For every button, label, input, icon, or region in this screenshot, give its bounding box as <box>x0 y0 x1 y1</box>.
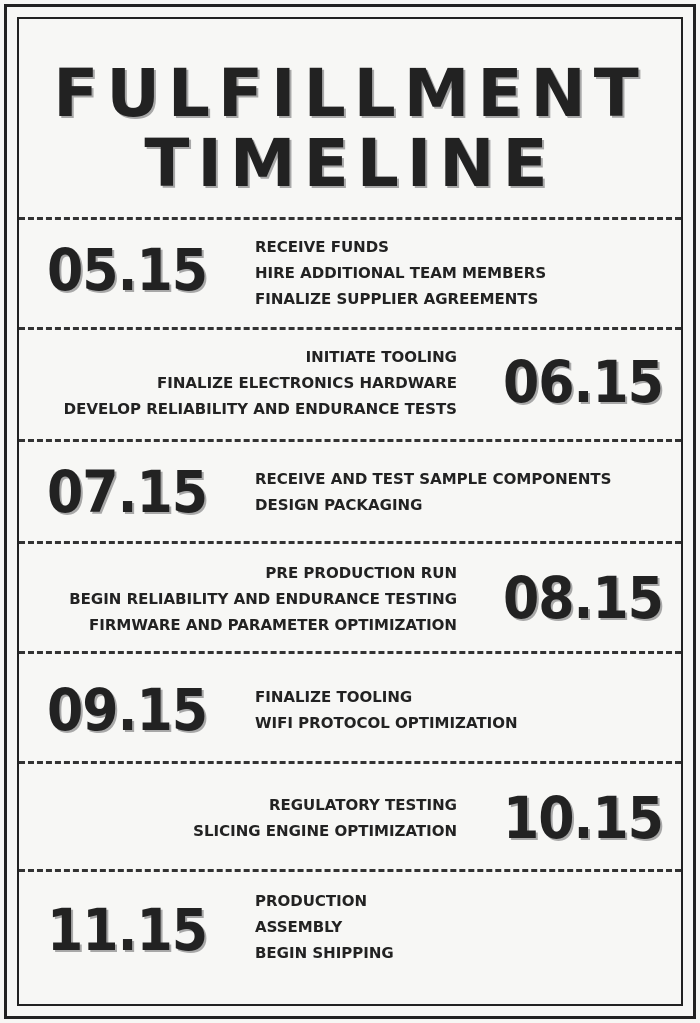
milestone-tasks <box>255 684 518 736</box>
milestone-row <box>19 217 681 326</box>
task-item: BEGIN SHIPPING <box>255 944 394 962</box>
title-line-1: FULFILLMENT <box>53 55 647 132</box>
task-item: RECEIVE AND TEST SAMPLE COMPONENTS <box>255 470 612 488</box>
milestone-tasks <box>69 560 457 638</box>
milestone-date: 08.15 <box>502 564 663 632</box>
task-item: BEGIN RELIABILITY AND ENDURANCE TESTING <box>69 590 457 608</box>
task-item: FINALIZE TOOLING <box>255 688 413 706</box>
milestone-date: 11.15 <box>47 896 208 964</box>
page-title <box>19 55 681 202</box>
milestone-row <box>19 651 681 758</box>
task-item: FINALIZE SUPPLIER AGREEMENTS <box>255 290 539 308</box>
task-item: FIRMWARE AND PARAMETER OPTIMIZATION <box>89 616 457 634</box>
poster-inner-frame <box>17 17 683 1006</box>
milestone-date: 05.15 <box>47 236 208 304</box>
task-item: SLICING ENGINE OPTIMIZATION <box>193 822 457 840</box>
milestone-row <box>19 439 681 538</box>
task-item: PRE PRODUCTION RUN <box>265 564 457 582</box>
task-item: REGULATORY TESTING <box>268 796 457 814</box>
title-line-2: TIMELINE <box>144 125 556 202</box>
task-item: FINALIZE ELECTRONICS HARDWARE <box>157 374 457 392</box>
milestone-date: 09.15 <box>47 676 208 744</box>
milestone-row <box>19 761 681 868</box>
milestone-row <box>19 541 681 650</box>
milestone-row <box>19 869 681 1012</box>
milestone-row <box>19 327 681 436</box>
task-item: PRODUCTION <box>255 892 368 910</box>
milestone-tasks <box>64 344 457 422</box>
milestone-date: 10.15 <box>502 784 663 852</box>
milestone-tasks <box>255 888 394 966</box>
poster-frame <box>4 4 696 1019</box>
milestone-date: 06.15 <box>502 348 663 416</box>
task-item: DESIGN PACKAGING <box>255 496 423 514</box>
task-item: RECEIVE FUNDS <box>255 238 389 256</box>
milestone-tasks <box>193 792 457 844</box>
task-item: ASSEMBLY <box>255 918 343 936</box>
task-item: WIFI PROTOCOL OPTIMIZATION <box>255 714 518 732</box>
task-item: DEVELOP RELIABILITY AND ENDURANCE TESTS <box>63 400 457 418</box>
task-item: INITIATE TOOLING <box>305 348 457 366</box>
milestone-tasks <box>255 234 546 312</box>
milestone-date: 07.15 <box>47 458 208 526</box>
milestone-tasks <box>255 466 611 518</box>
task-item: HIRE ADDITIONAL TEAM MEMBERS <box>255 264 547 282</box>
